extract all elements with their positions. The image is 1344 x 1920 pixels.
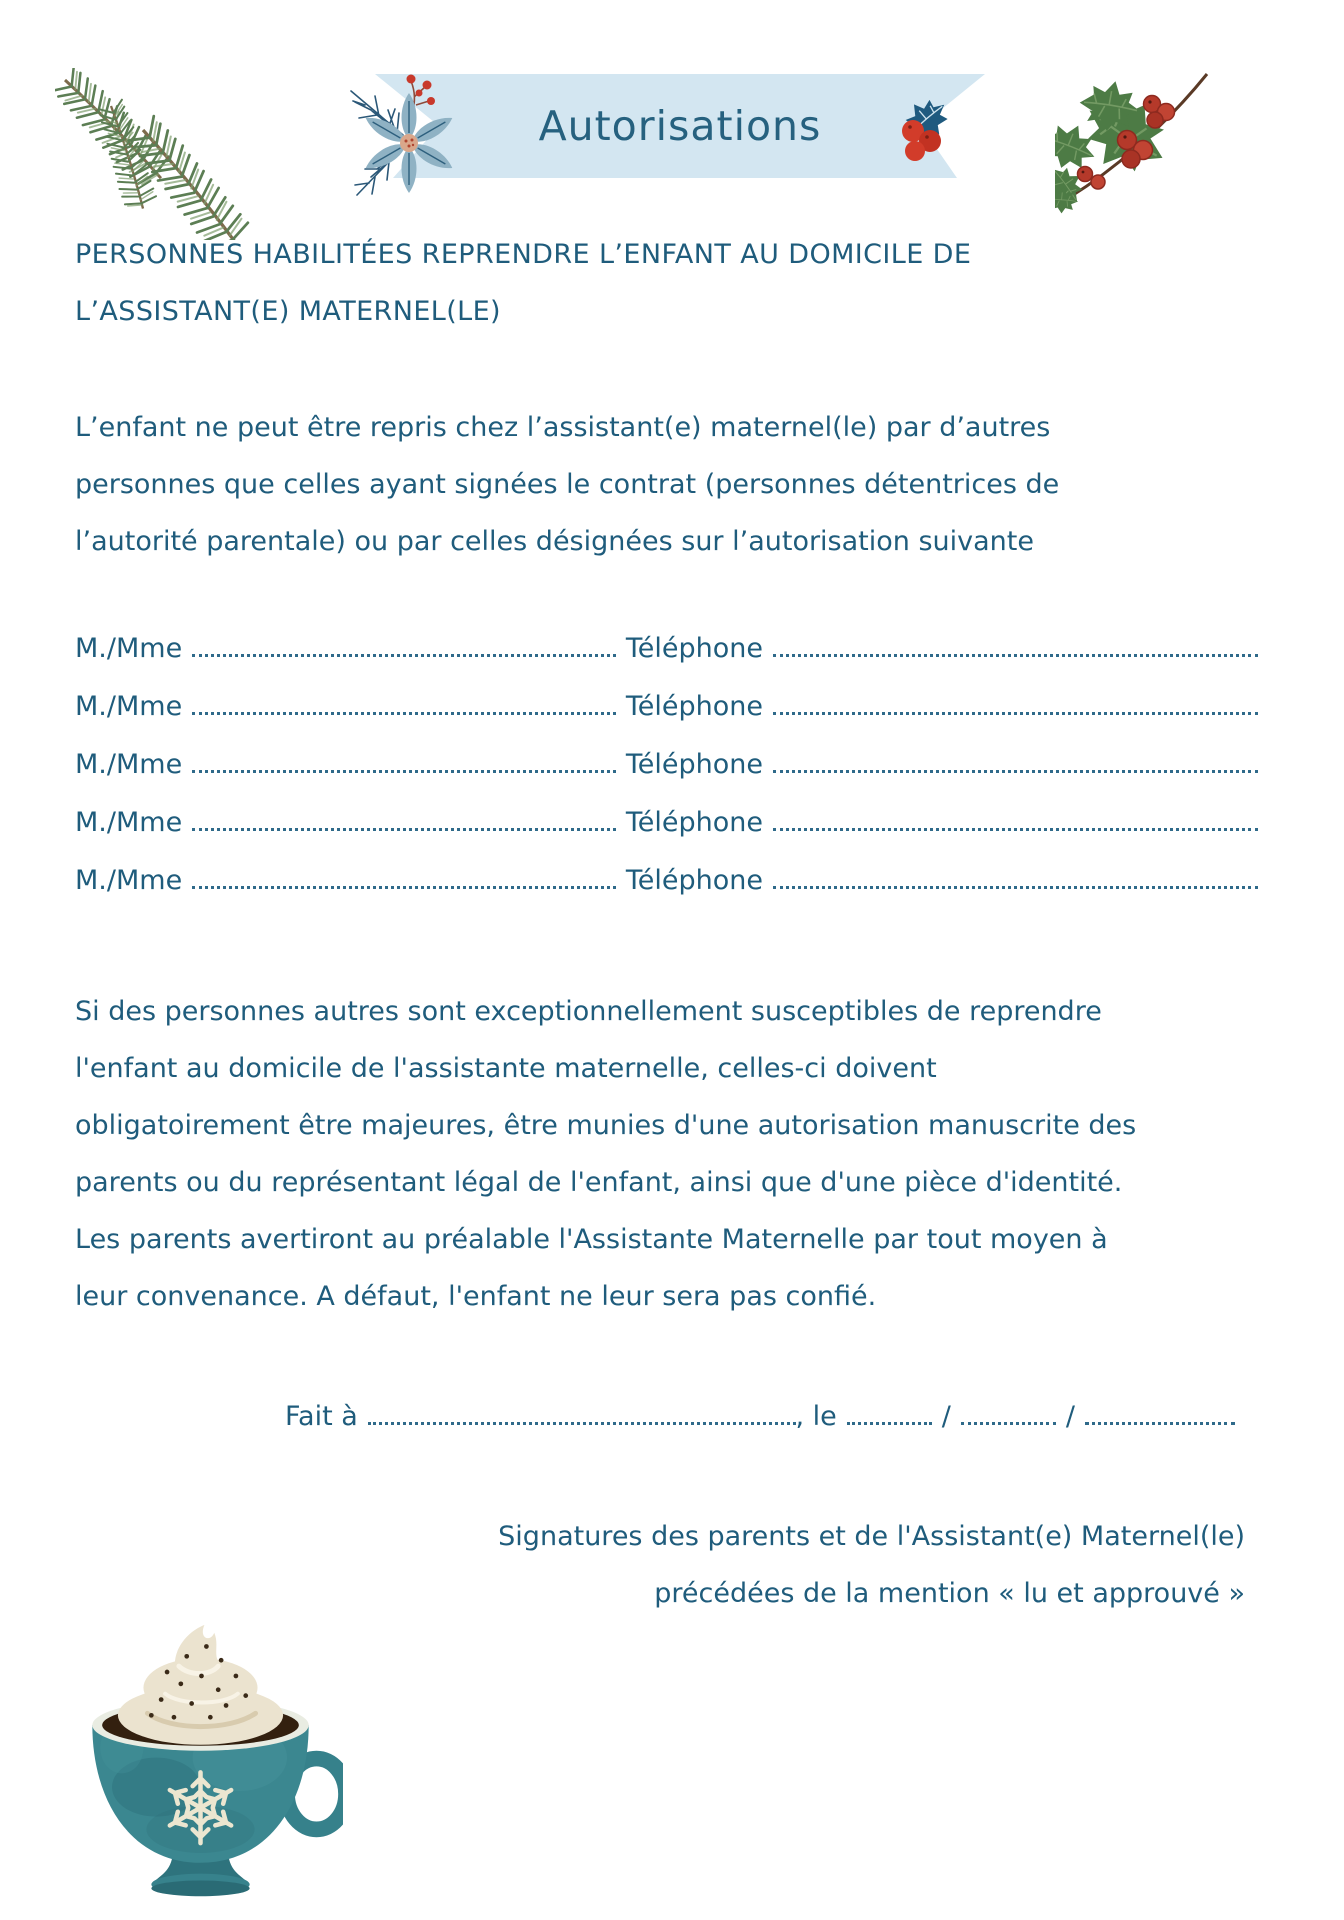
name-label: M./Mme <box>75 865 183 896</box>
person-row <box>75 691 1268 749</box>
name-field <box>192 828 616 831</box>
intro-paragraph <box>75 399 1059 570</box>
conditions-line-4: parents ou du représentant légal de l'enfant, ainsi que d'une pièce d'identité. <box>75 1167 1123 1198</box>
conditions-line-6: leur convenance. A défaut, l'enfant ne leur sera pas confié. <box>75 1281 877 1312</box>
intro-line-3: l’autorité parentale) ou par celles désignées sur l’autorisation suivante <box>75 526 1034 557</box>
le-label: , le <box>795 1401 837 1432</box>
pine-branch-icon <box>55 68 270 240</box>
signature-note <box>498 1508 1245 1622</box>
intro-line-2: personnes que celles ayant signées le contrat (personnes détentrices de <box>75 469 1060 500</box>
person-row <box>75 865 1268 923</box>
whipped-cream <box>118 1625 283 1745</box>
phone-field <box>773 886 1258 889</box>
person-row <box>75 749 1268 807</box>
fait-a-label: Fait à <box>285 1401 358 1432</box>
conditions-line-1: Si des personnes autres sont exceptionnellement susceptibles de reprendre <box>75 996 1102 1027</box>
phone-field <box>773 828 1258 831</box>
phone-label: Téléphone <box>625 633 763 664</box>
hot-chocolate-mug-icon <box>58 1615 343 1910</box>
name-label: M./Mme <box>75 691 183 722</box>
conditions-line-2: l'enfant au domicile de l'assistante maternelle, celles-ci doivent <box>75 1053 937 1084</box>
date-separator: / <box>941 1401 951 1432</box>
holly-branch-icon <box>1055 62 1230 227</box>
intro-line-1: L’enfant ne peut être repris chez l’assistant(e) maternel(le) par d’autres <box>75 412 1051 443</box>
conditions-line-3: obligatoirement être majeures, être munies d'une autorisation manuscrite des <box>75 1110 1137 1141</box>
conditions-line-5: Les parents avertiront au préalable l'Assistante Maternelle par tout moyen à <box>75 1224 1108 1255</box>
conditions-paragraph <box>75 983 1136 1325</box>
name-field <box>192 654 616 657</box>
name-label: M./Mme <box>75 749 183 780</box>
name-field <box>192 770 616 773</box>
name-field <box>192 712 616 715</box>
signature-line-2: précédées de la mention « lu et approuvé » <box>654 1578 1245 1609</box>
year-field <box>1085 1422 1235 1425</box>
page-title: Autorisations <box>538 102 822 150</box>
phone-label: Téléphone <box>625 865 763 896</box>
phone-field <box>773 770 1258 773</box>
title-banner <box>370 70 990 182</box>
name-label: M./Mme <box>75 807 183 838</box>
day-field <box>847 1422 932 1425</box>
place-field <box>368 1422 796 1425</box>
date-line <box>285 1388 1245 1445</box>
person-row <box>75 807 1268 865</box>
month-field <box>961 1422 1056 1425</box>
signature-line-1: Signatures des parents et de l'Assistant(e) Maternel(le) <box>498 1521 1245 1552</box>
heading-line-1: PERSONNES HABILITÉES REPRENDRE L’ENFANT AU DOMICILE DE <box>75 239 972 270</box>
phone-field <box>773 712 1258 715</box>
section-heading <box>75 226 971 340</box>
name-field <box>192 886 616 889</box>
phone-field <box>773 654 1258 657</box>
authorized-persons-list <box>75 633 1268 923</box>
name-label: M./Mme <box>75 633 183 664</box>
phone-label: Téléphone <box>625 807 763 838</box>
phone-label: Téléphone <box>625 749 763 780</box>
date-separator: / <box>1065 1401 1075 1432</box>
person-row <box>75 633 1268 691</box>
heading-line-2: L’ASSISTANT(E) MATERNEL(LE) <box>75 296 501 327</box>
phone-label: Téléphone <box>625 691 763 722</box>
